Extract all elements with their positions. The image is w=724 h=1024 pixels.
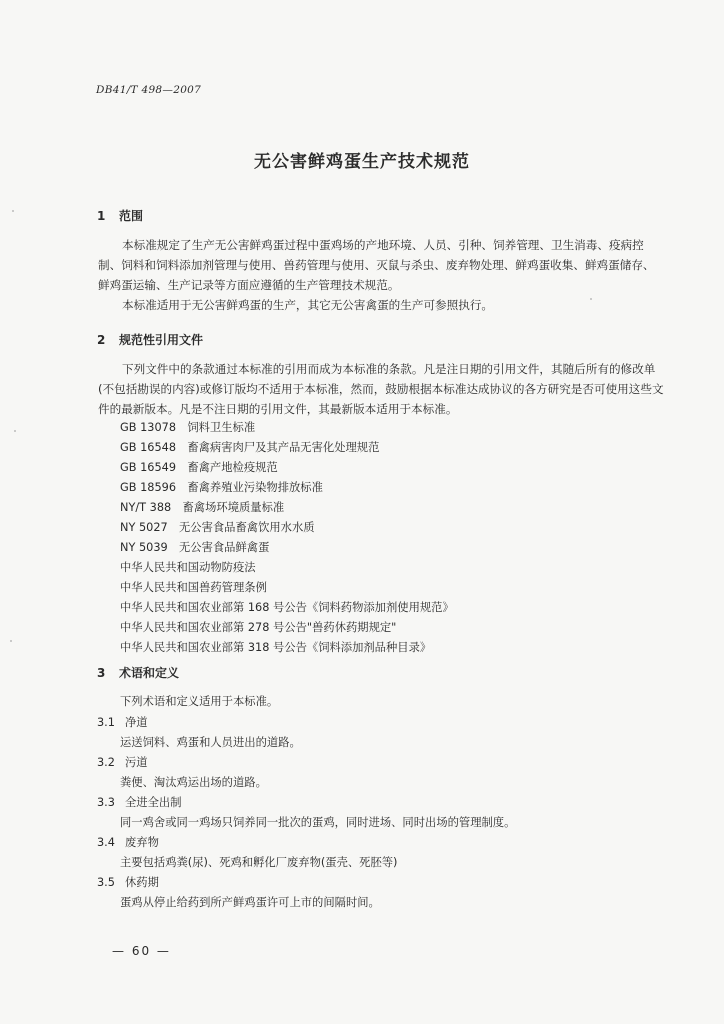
scan-speck — [10, 640, 12, 642]
term-heading — [97, 874, 159, 890]
term-number: 3.2 — [97, 756, 115, 769]
term-definition: 主要包括鸡粪(尿)、死鸡和孵化厂废弃物(蛋壳、死胚等) — [120, 856, 398, 869]
section-1-paragraph-2: 本标准适用于无公害鲜鸡蛋的生产，其它无公害禽蛋的生产可参照执行。 — [122, 298, 494, 312]
term-definition: 同一鸡舍或同一鸡场只饲养同一批次的蛋鸡，同时进场、同时出场的管理制度。 — [120, 816, 516, 829]
term-number: 3.3 — [97, 796, 115, 809]
scan-speck — [12, 210, 14, 212]
term-name: 全进全出制 — [125, 796, 182, 809]
section-title: 范围 — [119, 209, 144, 223]
reference-item: GB 16548 畜禽病害肉尸及其产品无害化处理规范 — [120, 441, 380, 454]
reference-item: 中华人民共和国动物防疫法 — [120, 561, 256, 574]
term-definition: 运送饲料、鸡蛋和人员进出的道路。 — [120, 736, 301, 749]
scan-speck — [590, 298, 592, 300]
reference-item: 中华人民共和国农业部第 168 号公告《饲料药物添加剂使用规范》 — [120, 601, 454, 614]
section-2-heading — [97, 331, 203, 348]
section-title: 规范性引用文件 — [119, 333, 204, 347]
term-definition: 蛋鸡从停止给药到所产鲜鸡蛋许可上市的间隔时间。 — [120, 896, 380, 909]
section-number: 2 — [97, 333, 106, 347]
term-definition: 粪便、淘汰鸡运出场的道路。 — [120, 776, 267, 789]
term-number: 3.1 — [97, 716, 115, 729]
section-1-paragraph-1: 本标准规定了生产无公害鲜鸡蛋过程中蛋鸡场的产地环境、人员、引种、饲养管理、卫生消毒、疫病控制、饲料和饲料添加剂管理与使用、兽药管理与使用、灭鼠与杀虫、废弃物处理、鲜鸡蛋收集、鲜鸡蛋储存、鲜鸡蛋运输、生产记录等方面应遵循的生产管理技术规范。 — [98, 238, 655, 292]
term-heading — [97, 714, 148, 730]
standard-code: DB41/T 498—2007 — [96, 84, 202, 96]
section-title: 术语和定义 — [119, 666, 180, 680]
reference-item: GB 16549 畜禽产地检疫规范 — [120, 461, 278, 474]
section-number: 1 — [97, 209, 106, 223]
section-2-paragraph: 下列文件中的条款通过本标准的引用而成为本标准的条款。凡是注日期的引用文件，其随后所有的修改单(不包括勘误的内容)或修订版均不适用于本标准，然而，鼓励根据本标准达成协议的各方研究是否可使用这些文件的最新版本。凡是不注日期的引用文件，其最新版本适用于本标准。 — [98, 362, 664, 416]
section-number: 3 — [97, 666, 106, 680]
term-heading — [97, 794, 182, 810]
term-name: 污道 — [125, 756, 148, 769]
reference-item: GB 18596 畜禽养殖业污染物排放标准 — [120, 481, 323, 494]
document-title: 无公害鲜鸡蛋生产技术规范 — [254, 152, 470, 172]
scan-speck — [14, 430, 16, 432]
term-name: 净道 — [125, 716, 148, 729]
page-number: — 60 — — [112, 944, 171, 958]
term-name: 废弃物 — [125, 836, 159, 849]
reference-item: NY 5027 无公害食品畜禽饮用水水质 — [120, 521, 315, 534]
reference-item: NY 5039 无公害食品鲜禽蛋 — [120, 541, 270, 554]
term-number: 3.5 — [97, 876, 115, 889]
section-3-heading — [97, 664, 179, 681]
term-number: 3.4 — [97, 836, 115, 849]
reference-item: 中华人民共和国兽药管理条例 — [120, 581, 267, 594]
term-heading — [97, 834, 159, 850]
term-name: 休药期 — [125, 876, 159, 889]
section-3-intro: 下列术语和定义适用于本标准。 — [120, 695, 279, 708]
reference-item: 中华人民共和国农业部第 318 号公告《饲料添加剂品种目录》 — [120, 641, 432, 654]
section-1-heading — [97, 207, 143, 224]
reference-item: NY/T 388 畜禽场环境质量标准 — [120, 501, 285, 514]
reference-item: GB 13078 饲料卫生标准 — [120, 421, 256, 434]
reference-item: 中华人民共和国农业部第 278 号公告"兽药休药期规定" — [120, 621, 397, 634]
term-heading — [97, 754, 148, 770]
